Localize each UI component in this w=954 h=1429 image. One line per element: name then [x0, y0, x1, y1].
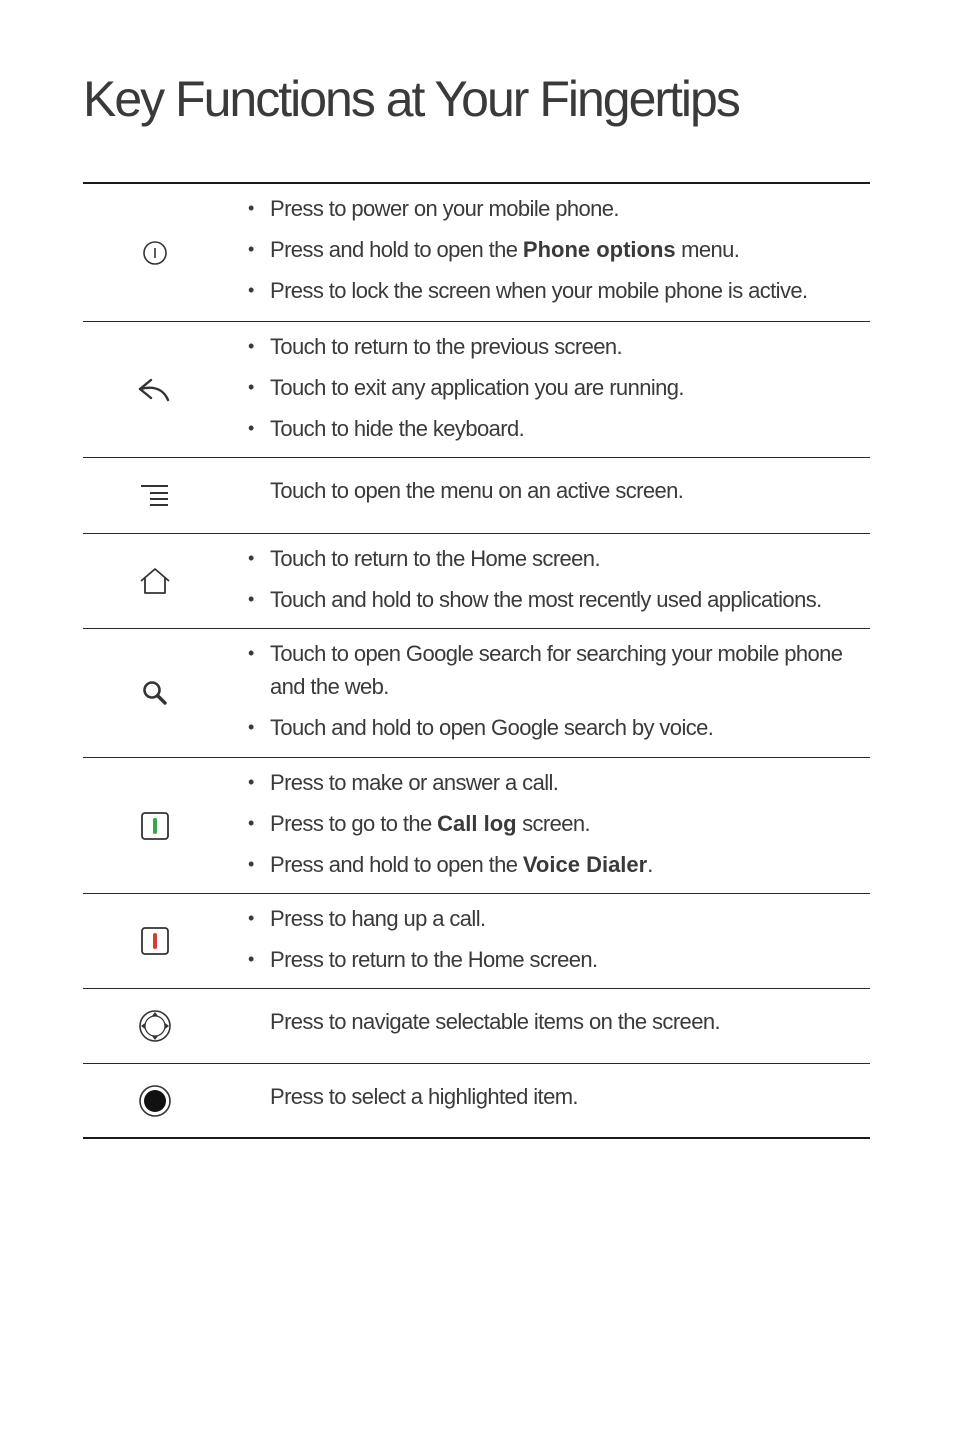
key-row-navigation [83, 988, 870, 1063]
end-call-key-descriptions [227, 902, 860, 976]
page-title: Key Functions at Your Fingertips [83, 71, 739, 127]
search-icon [141, 679, 169, 707]
select-key-icon [138, 1084, 172, 1118]
list-item: • Touch to return to the previous screen. [227, 330, 860, 363]
key-row-home [83, 533, 870, 628]
list-item: • Touch and hold to open Google search by voice. [227, 711, 860, 744]
list-item: • Press to make or answer a call. [227, 766, 860, 799]
list-item: • Touch to hide the keyboard. [227, 412, 860, 445]
list-item: • Press to hang up a call. [227, 902, 860, 935]
list-item: • Press to return to the Home screen. [227, 943, 860, 976]
select-key-description: Press to select a highlighted item. [270, 1084, 578, 1109]
key-row-menu [83, 457, 870, 533]
list-item: • Press to go to the Call log screen. [227, 807, 860, 840]
key-functions-table [83, 182, 870, 1139]
power-icon [142, 240, 168, 266]
key-row-back [83, 321, 870, 457]
list-item: • Press and hold to open the Phone options menu. [227, 233, 860, 266]
navigation-key-icon [138, 1009, 172, 1043]
menu-name: Phone options [522, 237, 676, 262]
app-name: Voice Dialer [522, 852, 648, 877]
list-item: • Touch to open Google search for searching your mobile phone and the web. [227, 637, 860, 703]
end-call-key-icon [140, 926, 170, 956]
key-row-search [83, 628, 870, 757]
home-key-descriptions [227, 542, 860, 616]
home-icon [139, 567, 171, 595]
menu-icon [140, 483, 170, 509]
key-row-select [83, 1063, 870, 1137]
back-key-descriptions [227, 330, 860, 445]
back-icon [137, 376, 173, 404]
call-key-descriptions [227, 766, 860, 881]
search-key-descriptions [227, 637, 860, 744]
list-item: • Touch to exit any application you are running. [227, 371, 860, 404]
menu-key-description: Touch to open the menu on an active screen. [270, 478, 684, 503]
key-row-call [83, 757, 870, 893]
screen-name: Call log [437, 811, 517, 836]
power-key-descriptions [227, 192, 860, 307]
list-item: • Touch and hold to show the most recently used applications. [227, 583, 860, 616]
key-row-end-call [83, 893, 870, 988]
call-key-icon [140, 811, 170, 841]
list-item: • Press to power on your mobile phone. [227, 192, 860, 225]
key-row-power [83, 184, 870, 321]
list-item: • Touch to return to the Home screen. [227, 542, 860, 575]
navigation-key-description: Press to navigate selectable items on the screen. [270, 1009, 720, 1034]
list-item: • Press to lock the screen when your mobile phone is active. [227, 274, 860, 307]
list-item: • Press and hold to open the Voice Dialer. [227, 848, 860, 881]
